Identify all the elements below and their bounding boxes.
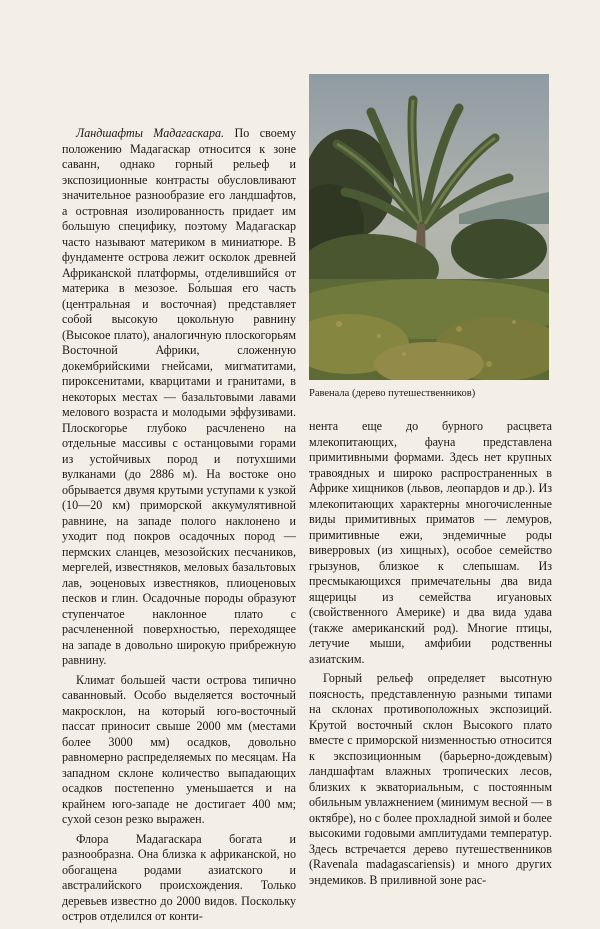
paragraph-text: По своему положению Мадагаскар относится к зоне саванн, однако горный рельеф и экспозиционные контрасты обусловливают значительное разнообразие его ландшафтов, а островная изолированность придает им большую специфику, поэтому Мадагаскар часто называют материком в миниатюре. В фундаменте острова лежит осколок древней Африканской платформы, отделившийся от материка в мезозое. Бо́льшая его часть (центральная и восточная) представляет собой высокую цокольную равнину (Высокое плато), аналогичную плоскогорьям Восточной Африки, сложенную докембрийскими гнейсами, мигматитами, пироксенитами, кварцитами и гранитами, в некоторых местах — базальтовыми лавами мелового возраста и молодыми эффузивами. Плоскогорье глубоко расчленено на отдельные массивы с останцовыми горами из устойчивых пород и потухшими вулканами (до 2886 м). На востоке оно обрывается двумя крутыми уступами к узкой (10—20 км) приморской аккумулятивной равнине, на западе полого наклонено и уходит под покров осадочных пород — пермских сланцев, мезозойских песчаников, мергелей, известняков, меловых базальтовых лав, эоценовых известняков, плиоценовых песков и глин. Осадочные породы образуют ступенчатое наклонное плато с расчлененной поверхностью, переходящее на западе в довольно широкую прибрежную равнину. <box>62 126 296 667</box>
paragraph-flora: Флора Мадагаскара богата и разнообразна. Она близка к африканской, но обогащена родами азиатского и австралийского происхождения. Только деревьев известно до 2000 видов. Поскольку остров отделился от конти- <box>62 831 296 923</box>
figure-caption: Равенала (дерево путешественников) <box>309 388 476 399</box>
paragraph-relief: Горный рельеф определяет высотную поясность, представленную разными типами на склонах противоположных экспозиций. Крутой восточный склон Высокого плато вместе с приморской низменностью относится к экспозиционным (барьерно-дождевым) ландшафтам влажных тропических лесов, близких к экваториальным, с постоянным обильным увлажнением (минимум весной — в октябре), но с более прохладной зимой и более высокими годовыми амплитудами температур. Здесь встречается дерево путешественников (Ravenala madagascariensis) и много других эндемиков. В приливной зоне рас- <box>309 671 552 887</box>
section-heading: Ландшафты Мадагаскара. <box>76 126 225 140</box>
left-column <box>62 126 296 929</box>
paragraph-landscapes <box>62 126 296 669</box>
paragraph-climate: Климат большей части острова типично саванновый. Особо выделяется восточный макросклон, на который юго-восточный пассат приносит свыше 2000 мм (местами более 3000 мм) осадков, довольно равномерно распределяемых по месяцам. На западном склоне количество выпадающих осадков постепенно уменьшается и на крайнем юго-западе не достигает 400 мм; сухой сезон резко выражен. <box>62 672 296 826</box>
paragraph-fauna: нента еще до бурного расцвета млекопитающих, фауна представлена примитивными формами. Здесь нет крупных травоядных и широко распространенных в Африке хищников (львов, леопардов и др.). Из млекопитающих характерны многочисленные виды примитивных приматов — лемуров, примитивные ежи, эндемичные роды виверровых (из хищных), особое семейство грызунов, близкое к слепышам. Из пресмыкающихся примечательны два вида ящерицы из семейства игуановых (свойственного Америке) и два вида удава (также американский род). Многие птицы, летучие мыши, амфибии родственны азиатским. <box>309 419 552 666</box>
right-column <box>309 419 552 892</box>
ravenala-photo <box>309 74 549 380</box>
